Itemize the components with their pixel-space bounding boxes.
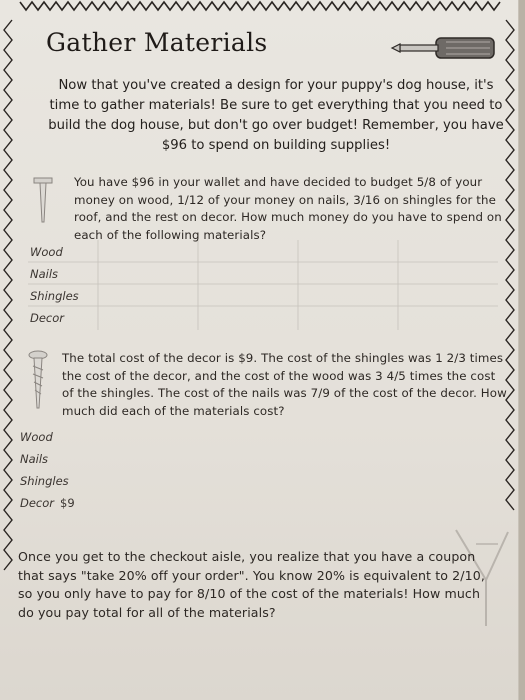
screwdriver-icon — [390, 30, 500, 66]
screw-icon — [28, 350, 48, 412]
wood-label: Wood — [20, 430, 53, 444]
nails-label: Nails — [20, 452, 49, 466]
problem-2-labels — [20, 430, 100, 518]
problem-1-text: You have $96 in your wallet and have decided to budget 5/8 of your money on wood, 1/12 of your money on nails, 3/16 on shingles for the roof, and the rest on decor. How much money do you have to spend on each of the following materials? — [74, 175, 502, 242]
shingles-label: Shingles — [20, 474, 69, 488]
problem-3-text: Once you get to the checkout aisle, you realize that you have a coupon that says "take 20% off your order". You know 20% is equivalent to 2/10, so you only have to pay for 8/10 of the cost of the materials! How much do you pay total for all of the materials? — [18, 549, 485, 620]
page-title: Gather Materials — [46, 28, 268, 57]
problem-1-labels — [30, 245, 110, 333]
decor-row — [20, 496, 100, 518]
nails-label: Nails — [30, 267, 59, 281]
intro-paragraph: Now that you've created a design for your puppy's dog house, it's time to gather materials! Be sure to get everything that you need to build the dog house, but don't go over budget! Remember, you have $96 to spend on building supplies! — [48, 78, 504, 153]
wood-label: Wood — [30, 245, 63, 259]
decor-answer: $9 — [60, 496, 75, 510]
nail-icon — [32, 176, 54, 226]
zigzag-border-top — [0, 0, 518, 14]
decor-label: Decor — [30, 311, 65, 325]
problem-2-text: The total cost of the decor is $9. The cost of the shingles was 1 2/3 times the cost of the decor, and the cost of the wood was 3 4/5 times the cost of the shingles. The cost of the nails was 7/9 of the cost of the decor. How much did each of the materials cost? — [62, 351, 507, 418]
decor-label: Decor — [20, 496, 55, 510]
shingles-label: Shingles — [30, 289, 79, 303]
